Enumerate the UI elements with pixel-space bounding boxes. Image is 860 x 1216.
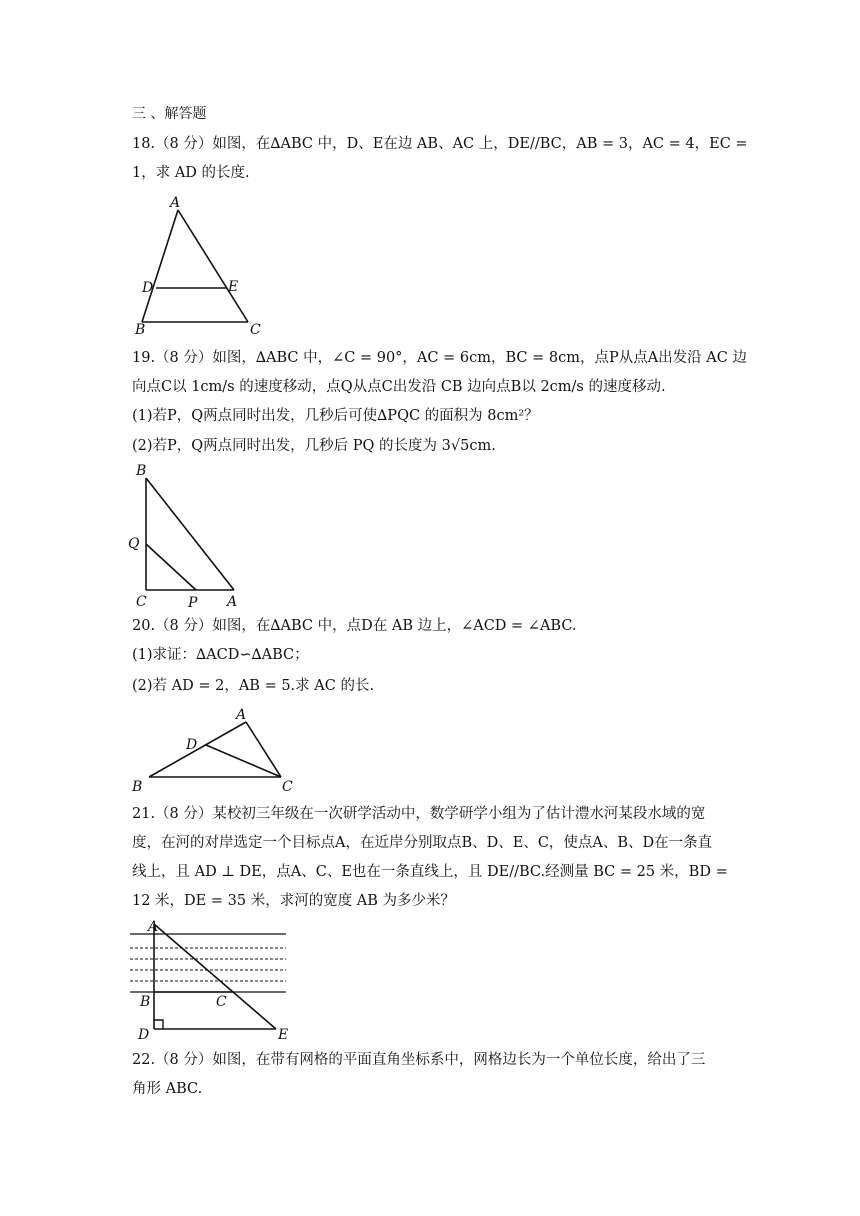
section-title: 三 、解答题 bbox=[132, 106, 207, 122]
q18-label-d: D bbox=[142, 280, 154, 296]
q21-text-line1: 21.（8 分）某校初三年级在一次研学活动中，数学研学小组为了估计澧水河某段水域的宽 bbox=[132, 806, 706, 822]
q19-label-p: P bbox=[188, 595, 198, 611]
q22-text-line2: 角形 ABC. bbox=[132, 1081, 203, 1097]
q20-part2: (2)若 AD = 2，AB = 5.求 AC 的长. bbox=[132, 678, 375, 694]
q18-label-e: E bbox=[228, 279, 239, 295]
q19-part1: (1)若P，Q两点同时出发，几秒后可使∆PQC 的面积为 8cm²？ bbox=[132, 408, 539, 424]
q20-triangle-figure bbox=[128, 702, 308, 798]
q18-triangle-figure bbox=[130, 192, 270, 338]
q21-text-line4: 12 米，DE = 35 米，求河的宽度 AB 为多少米？ bbox=[132, 893, 456, 909]
q20-text-line1: 20.（8 分）如图，在∆ABC 中，点D在 AB 边上，∠ACD = ∠ABC. bbox=[132, 618, 577, 634]
q21-label-d: D bbox=[138, 1027, 150, 1042]
q19-label-q: Q bbox=[128, 536, 140, 552]
q21-label-e: E bbox=[278, 1027, 289, 1042]
q20-label-b: B bbox=[132, 779, 143, 795]
q19-text-line2: 向点C以 1cm/s 的速度移动，点Q从点C出发沿 CB 边向点B以 2cm/s 的速度移动. bbox=[132, 379, 666, 395]
q21-text-line2: 度，在河的对岸选定一个目标点A，在近岸分别取点B、D、E、C，使点A、B、D在一条直 bbox=[132, 835, 713, 851]
q19-label-b: B bbox=[136, 463, 147, 479]
q22-text-line1: 22.（8 分）如图，在带有网格的平面直角坐标系中，网格边长为一个单位长度，给出了三 bbox=[132, 1052, 706, 1068]
q20-label-d: D bbox=[186, 737, 198, 753]
q19-label-c: C bbox=[136, 594, 147, 610]
q18-label-c: C bbox=[250, 322, 261, 338]
q18-text-line2: 1，求 AD 的长度. bbox=[132, 165, 250, 181]
q19-triangle-figure bbox=[124, 460, 254, 612]
q19-text-line1: 19.（8 分）如图，∆ABC 中，∠C = 90°，AC = 6cm，BC = 8cm，点P从点A出发沿 AC 边 bbox=[132, 350, 747, 366]
q18-text-line1: 18.（8 分）如图，在∆ABC 中，D、E在边 AB、AC 上，DE//BC，AB = 3，AC = 4，EC = bbox=[132, 136, 748, 152]
q18-label-b: B bbox=[135, 322, 146, 338]
q21-label-a: A bbox=[148, 919, 159, 935]
q19-part2: (2)若P，Q两点同时出发，几秒后 PQ 的长度为 3√5cm. bbox=[132, 438, 496, 454]
q20-part1: (1)求证：∆ACD∽∆ABC； bbox=[132, 647, 309, 663]
q21-river-figure bbox=[126, 914, 292, 1042]
q20-label-a: A bbox=[236, 707, 247, 723]
q18-label-a: A bbox=[170, 195, 181, 211]
q20-label-c: C bbox=[282, 779, 293, 795]
q21-text-line3: 线上，且 AD ⊥ DE，点A、C、E也在一条直线上，且 DE//BC.经测量 BC = 25 米，BD = bbox=[132, 864, 728, 880]
q19-label-a: A bbox=[227, 594, 238, 610]
q21-label-c: C bbox=[216, 994, 227, 1010]
q21-label-b: B bbox=[140, 994, 151, 1010]
